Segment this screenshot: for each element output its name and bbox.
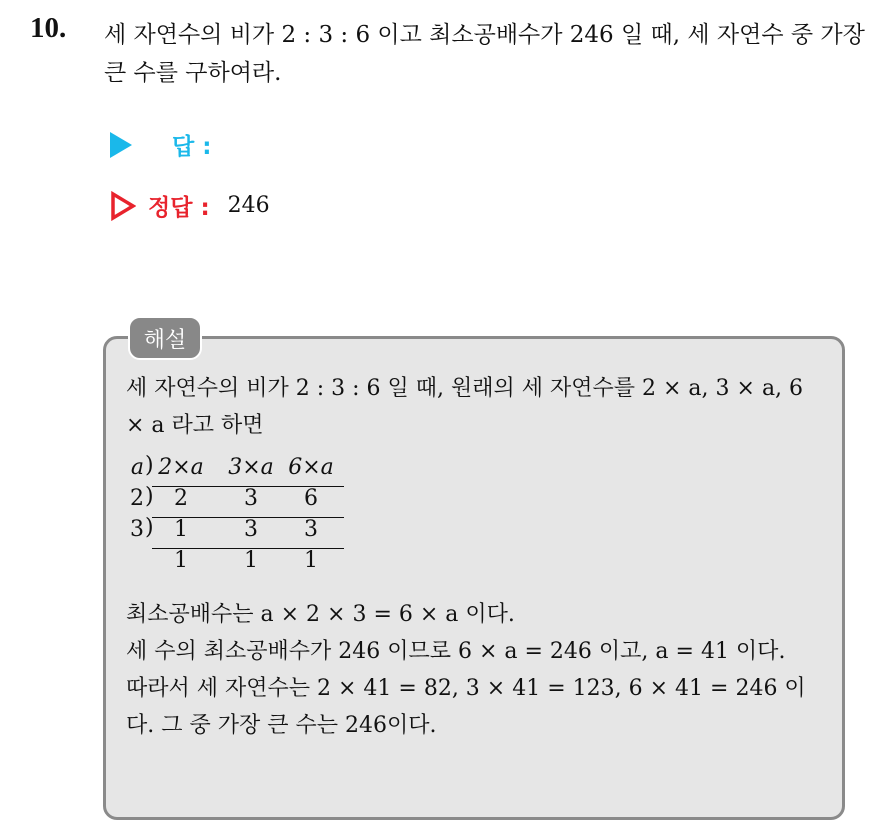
explanation-tab: 해설 bbox=[128, 316, 202, 360]
question-text: 세 자연수의 비가 2 : 3 : 6 이고 최소공배수가 246 일 때, 세 자연수 중 가장 큰 수를 구하여라. bbox=[104, 22, 865, 86]
division-divisor: a bbox=[130, 455, 144, 480]
division-cell: 6 bbox=[304, 486, 318, 511]
division-divisor: 3 bbox=[130, 517, 144, 542]
division-cell: 1 bbox=[174, 517, 188, 542]
division-row bbox=[126, 486, 346, 517]
answer-blank-row bbox=[110, 128, 211, 161]
division-row bbox=[126, 548, 346, 579]
answer-correct-label: 정답 : bbox=[148, 195, 210, 221]
division-cell: 2×a bbox=[158, 455, 204, 480]
answer-correct-value: 246 bbox=[227, 193, 270, 218]
division-table bbox=[126, 455, 346, 579]
answer-correct-row bbox=[110, 189, 270, 222]
division-cell: 3×a bbox=[228, 455, 274, 480]
division-divisor: 2 bbox=[130, 486, 144, 511]
division-cell: 1 bbox=[244, 548, 258, 573]
division-row bbox=[126, 517, 346, 548]
division-cell: 1 bbox=[304, 548, 318, 573]
explanation-paragraph-1: 세 자연수의 비가 2 : 3 : 6 일 때, 원래의 세 자연수를 2 × a, 3 × a, 6 × a 라고 하면 bbox=[126, 376, 804, 438]
division-cell: 3 bbox=[244, 486, 258, 511]
question-number: 10. bbox=[30, 12, 67, 44]
division-bracket: ) bbox=[145, 515, 154, 540]
filled-triangle-icon bbox=[110, 132, 132, 158]
division-cell: 3 bbox=[244, 517, 258, 542]
division-bracket: ) bbox=[145, 453, 154, 478]
explanation-paragraph-2: 최소공배수는 a × 2 × 3 = 6 × a 이다. 세 수의 최소공배수가 246 이므로 6 × a = 246 이고, a = 41 이다. 따라서 세 자연수는 2 × 41 = 82, 3 × 41 = 123, 6 × 41 = 246 이다. 그 중 가장 큰 수는 246이다. bbox=[126, 602, 806, 738]
division-cell: 2 bbox=[174, 486, 188, 511]
division-cell: 1 bbox=[174, 548, 188, 573]
division-cell: 6×a bbox=[288, 455, 334, 480]
division-row bbox=[126, 455, 346, 486]
outline-triangle-icon bbox=[110, 191, 136, 221]
division-bracket: ) bbox=[145, 484, 154, 509]
answer-blank-label: 답 : bbox=[172, 134, 212, 160]
division-cell: 3 bbox=[304, 517, 318, 542]
